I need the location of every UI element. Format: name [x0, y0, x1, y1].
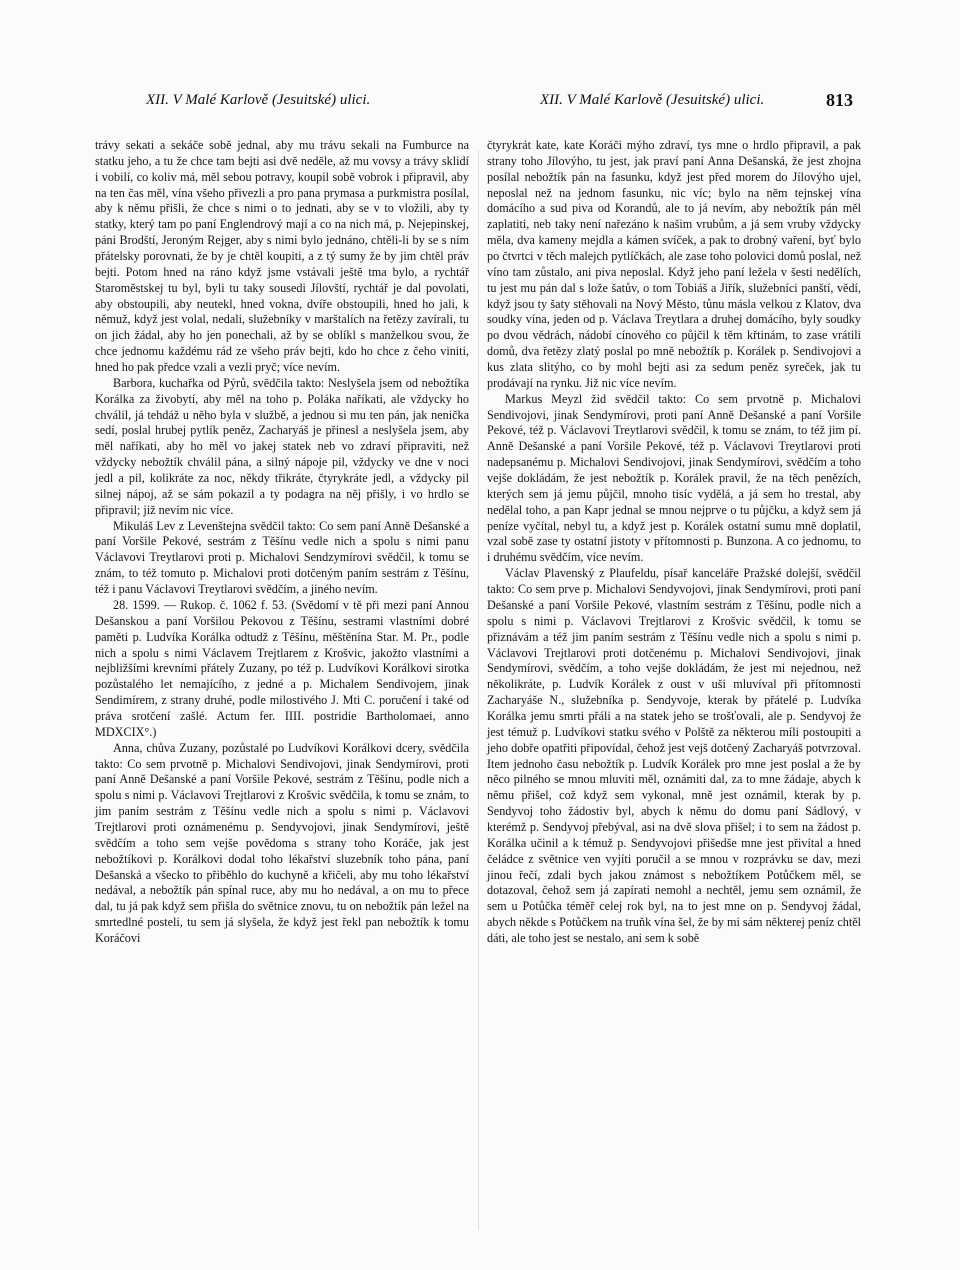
paragraph: Markus Meyzl žid svědčil takto: Co sem prvotně p. Michalovi Sendivojovi, jinak Sendymírovi, proti paní Anně Dešanské a paní Voršile Pekové, též p. Václavovi Treytlarovi svědčil, k tomu se znám, to též jim pí. Anně Dešanské a paní Voršile Pekové, též p. Václavovi Treytlarovi proti nadepsanému p. Michalovi Sendivojovi, jinak Sendymírovi, svědčím a toho vejše dokládám, že jest nebožtík p. Korálek pravil, že na těch penězích, kterých sem já jemu půjčil, mnoho tisíc vydělá, a já sem ho trestal, aby nedělal toho, a pan Kapr jednal se mnou nejprve o tu půjčku, a když sem já peníze vyčítal, nebyl tu, a když jest p. Korálek ostatní sumu mně doplatil, vzal sobě zase ty ostatní jistoty v přítomnosti p. Bunzona. A co jednomu, to i druhému svědčím, více nevím. [487, 391, 861, 565]
paragraph: 28. 1599. — Rukop. č. 1062 f. 53. (Svědomí v tě při mezi paní Annou Dešanskou a paní Voršilou Pekovou z Těšínu, sestrami vlastními dobré paměti p. Ludvíka Korálka odtudž z Těšínu, měštěnína Star. M. Pr., podle nich a spolu s nimi Václavem Trejtlarem z Krošvic, jakožto vlastními a nejbližšími krevními přátely Zuzany, po též p. Ludvíkovi Korálkovi sirotka pozůstalého let nemajícího, z jedné a p. Michalem Sendivojem, jinak Sendimírem, z strany druhé, podle milostivého J. Mti C. poručení i také od práva srotčení zašlé. Actum fer. IIII. postridie Bartholomaei, anno MDXCIX°.) [95, 597, 469, 739]
paragraph: Václav Plavenský z Plaufeldu, písař kanceláře Pražské dolejší, svědčil takto: Co sem prve p. Michalovi Sendyvojovi, jinak Sendymírovi, proti paní Dešanské a paní Voršile Pekové, vlastním sestrám z Těšínu, podle nich a spolu s nimi p. Václavovi Trejtlarovi z Krošvic svědčil, k tomu se přiznávám a též jim paním sestrám z Těšínu vedle nich a spolu s nimi p. Václavovi Trejtlarovi proti dotčenému p. Michalovi Sendivojovi, jinak Sendymírovi, svědčím, a toho vejše dokládám, že jest mi nejednou, než několikráte, p. Ludvík Korálek z oust v uši mluvíval při přítomnosti Zacharyáše N., služebníka p. Sendyvoje, kterak by přátelé p. Ludvíka Korálka jemu smrti přáli a na statek jeho se trošťovali, ale p. Sendyvoj že jest témuž p. Ludvíkovi statku svého v Polště za některou míli postoupiti a jeho dobře opatřiti připovídal, čehož jest vejš dotčený Zacharyáš potvrzoval. Item jednoho času nebožtík p. Ludvík Korálek pro mne jest poslal a že by něco pilného se mnou mluviti měl, oznámiti dal, za to mne žádaje, abych k němu přišel, což když sem vykonal, mně jest oznámil, kterak by p. Sendyvoj toho žádostiv byl, abych k němu do domu paní Sádlový, v kterémž p. Sendyvoj přebýval, asi na dvě slova přišel; i to sem na žádost p. Korálka učinil a k témuž p. Sendyvojovi přišedše mne jest přivítal a hned čeládce z světnice ven vyjíti poručil a se mnou v rozprávku se dav, mezi jinou řečí, zdali bych jakou známost s nebožtíkem Potůčkem měl, se dotazoval, čehož sem já zapírati nemohl a nechtěl, jemu sem oznámil, že sem u Potůčka téměř celej rok byl, na to jest mne on p. Sendyvoj žádal, abych někde s Potůčkem na truňk vína šel, že by mi sám některej peníz chtěl dáti, ale toho jest se nestalo, ani sem k sobě [487, 566, 861, 945]
paragraph: Barbora, kuchařka od Pýrů, svědčila takto: Neslyšela jsem od nebožtíka Korálka za živobytí, aby měl na toho p. Poláka naříkati, ale vždycky ho chválil, já tehdáž u něho byla v službě, a jednou si mu ten pán, jak nenička sedí, poslal hrubej pytlík peněz, Zacharyáš je přinesl a neslyšela jsem, aby měl naříkati, aby ho měl vo jakej statek neb vo zdraví připraviti, než vždycky nebožtík chválil pána, a silný nápoje pil, vždycky ve dne v noci jedl a pil, kolikráte za noc, někdy třikráte, čtyrykráte jedl, a vždycky pil silnej nápoj, až se sám pokazil a ty podagra na něj přišly, i vo hrdlo se připravil; již nevím nic více. [95, 375, 469, 517]
left-column [95, 138, 469, 947]
paragraph: Mikuláš Lev z Levenštejna svědčil takto: Co sem paní Anně Dešanské a paní Voršile Pekové, sestrám z Těšínu vedle nich a spolu s nimi panu Václavovi Treytlarovi proti p. Michalovi Sendzymírovi svědčil, k tomu se znám, to též tomuto p. Michalovi proti dotčeným paním sestrám z Těšínu, též i panu Václavovi Treytlarovi svědčím, a jiného nevím. [95, 518, 469, 597]
paragraph: čtyrykrát kate, kate Koráči mýho zdraví, tys mne o hrdlo připravil, a pak strany toho Jílovýho, tu jest, jak praví paní Anna Dešanská, že jest zhojna posílal nebožtík pán na fasunku, když jest před morem do Jílovýho ujel, neposlal než na jednom fasunku, nic víc; bylo na něm tejnskej vína domácího a sud piva od Korandů, ale to já nevím, aby nebožtík pán měl zaplatiti, neb taky není nařezáno k našim vrubům, a já sem vruby vždycky měla, dva kameny mejdla a kámen svíček, a pak to drobný vaření, byť bylo po čtvrtci v těch malejch pytlíčkách, ale zase toho polovici domů poslal, než víno tam zůstalo, ani piva neposlal. Když jeho paní ležela v šesti nedělích, tu jest mu pán dal s lože šatův, o tom Tobiáš a Jiřík, služebníci panští, vědí, když jsou ty šaty stěhovali na Nový Město, tůnu másla velkou z Klatov, dva soudky vína, jeden od p. Václava Treytlara a druhej domácího, byly soudky po dvou vědrách, nádobí cínového co půjčil k těm křtinám, to zase vrátili domů, dva řetězy zlatý poslal po mně nebožtík p. Korálek p. Sendivojovi a kus zlata slitýho, co by mohl bejti asi za sedum peněz syreček, jak tu prodávají na rynku. Již nic více nevím. [487, 138, 861, 390]
column-divider [478, 150, 479, 1230]
right-column [487, 138, 861, 947]
paragraph: trávy sekati a sekáče sobě jednal, aby mu trávu sekali na Fumburce na statku jeho, a tu že chce tam bejti asi dvě neděle, až mu vovsy a trávy sklidí i vobilí, co koliv má, měl sebou potravy, koupil sobě vobrok i připravil, aby na ten čas měl, vína všeho přivezli a pro pana prymasa a purkmistra posílal, aby k němu přišli, že chce s nimi o to jednati, aby se v to vložili, aby ty statky, který tam po paní Englendrový mají a co na nich má, p. Nejepinskej, páni Brodští, Jeroným Rejger, aby s nimi bylo jednáno, chtěli-li by se s ním přátelsky porovnati, že by je chtěl koupiti, a z tý sumy že by jim chtěl práv bejti. Potom hned na ráno když jsme vstávali ještě tma bylo, a rychtář Staroměstskej tu byl, byli tu taky sousedi Jílovští, rychtář je dal povolati, aby obstoupili, aby neutekl, hned vokna, dvíře obstoupili, hned ho jali, k němuž, když jest volal, nedali, služebníky v marštalích na řetězy zavírali, tu on jich žádal, aby ho jen ponechali, až by se oblíkl s manželkou svou, že chce jednomu každému rád ze všeho práv bejti, kdo ho chce z čeho viniti, hned ho pak předce vzali a vezli pryč; více nevím. [95, 138, 469, 375]
running-header-right: XII. V Malé Karlově (Jesuitské) ulici. [540, 92, 765, 108]
page-number: 813 [826, 90, 853, 110]
paragraph: Anna, chůva Zuzany, pozůstalé po Ludvíkovi Korálkovi dcery, svědčila takto: Co sem prvotně p. Michalovi Sendivojovi, jinak Sendymírovi, proti paní Anně Dešanské a paní Voršile Pekové, sestrám z Těšínu, podle nich a spolu s nimi p. Václavovi Trejtlarovi z Krošvic svědčila, k tomu se znám, to jim paním sestrám z Těšínu vedle nich a spolu s nimi p. Václavovi Trejtlarovi proti oznámenému p. Sendyvojovi, jinak Sendymírovi, ještě svědčím a toho sem vejše povědoma s strany toho Koráče, jak jest nebožtíkovi p. Korálkovi dodal toho lékařství sluzebník toho pána, paní Dešanská a všecko to přiběhlo do kuchyně a křičeli, aby mu toho lékařství nedával, a nebožtík pán spínal ruce, aby mu ho nedával, a on mu to přece dal, tu já pak když sem přišla do světnice znovu, tu on nebožtík pán ležel na smrtedlné posteli, tu sem já slyšela, že když jest řekl pan nebožtík k tomu Koráčovi [95, 740, 469, 945]
running-header-left: XII. V Malé Karlově (Jesuitské) ulici. [146, 92, 371, 108]
